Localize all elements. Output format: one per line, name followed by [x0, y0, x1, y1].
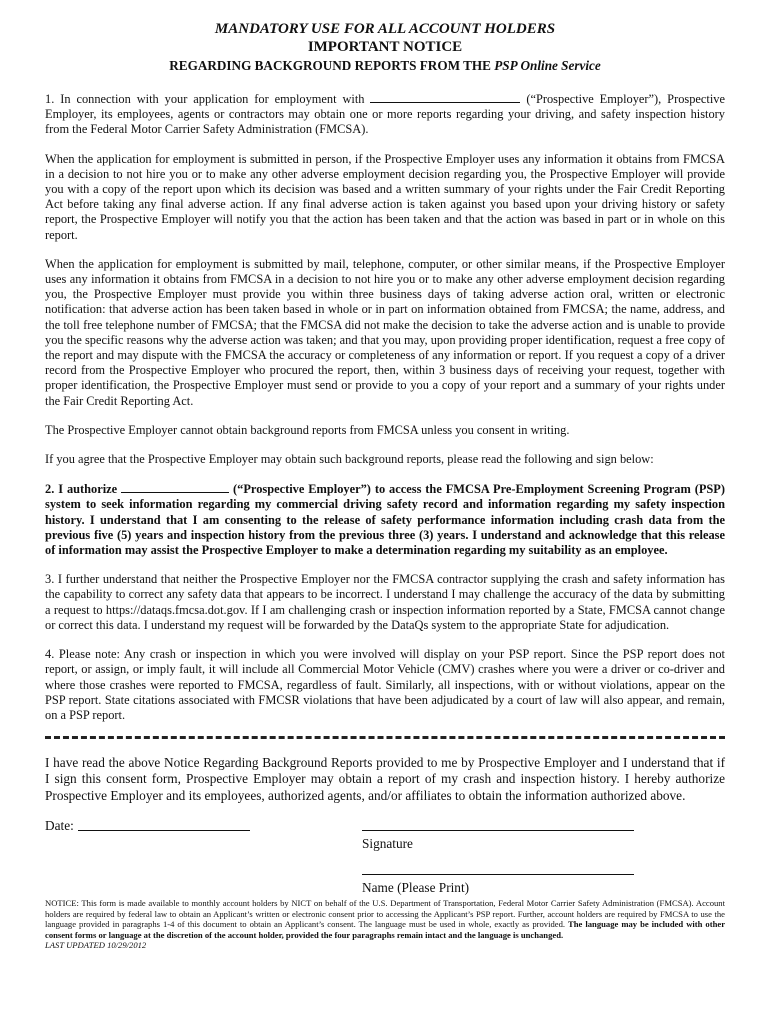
paragraph-2-start: 2. I authorize — [45, 482, 122, 497]
printed-name-field[interactable] — [362, 874, 634, 875]
paragraph-cannot-obtain: The Prospective Employer cannot obtain background reports from FMCSA unless you consent in writing. — [45, 422, 570, 437]
date-field[interactable] — [78, 830, 250, 831]
employer-name-blank[interactable] — [370, 91, 520, 103]
paragraph-1 — [45, 91, 725, 138]
paragraph-2-authorization — [45, 481, 725, 558]
footer-notice-bold: The language may be included with other consent forms or language at the discretion of the account holder, provided the four paragraphs remain intact and the language is unchanged. — [45, 919, 726, 940]
title-regarding — [45, 57, 725, 74]
signature-block — [45, 810, 725, 898]
paragraph-in-person: When the application for employment is submitted in person, if the Prospective Employer uses any information it obtains from FMCSA in a decision to not hire you or to make any other adverse employment decision regarding you, the Prospective Employer will provide you with a copy of the report upon which its decision was based and a written summary of your rights under the Fair Credit Reporting Act before taking any final adverse action. If any final adverse action is taken against you based upon your driving history or safety report, the Prospective Employer will notify you that the action has been taken and that the action was based in part or in whole on this report. — [45, 151, 725, 242]
dashed-divider — [45, 736, 725, 739]
signature-field[interactable] — [362, 830, 634, 831]
title-service-name: PSP Online Service — [494, 58, 601, 73]
footer-notice-text: NOTICE: This form is made available to monthly account holders by NICT on behalf of the U.S. Department of Transportation, Federal Motor Carrier Safety Administration (FMCSA). Account holders are required by federal law to obtain an Applicant’s written or electronic consent prior to accessing the Applicant’s PSP report. Further, account holders are required by FMCSA to use the language provided in paragraphs 1-4 of this document to obtain an Applicant’s consent. The language must be used in whole, exactly as provided. — [45, 898, 725, 930]
printed-name-label: Name (Please Print) — [362, 880, 470, 895]
paragraph-if-agree: If you agree that the Prospective Employer may obtain such background reports, please read the following and sign below: — [45, 452, 654, 467]
paragraph-4: 4. Please note: Any crash or inspection in which you were involved will display on your PSP report. Since the PSP report does not report, or assign, or imply fault, it will include all Commercial Motor Vehicle (CMV) crashes where you were a driver or co-driver and where those crashes were reported to FMCSA, regardless of fault. Similarly, all inspections, with or without violations, appear on the PSP report. State citations associated with FMCSR violations that have been adjudicated by a court of law will also appear, and remain, on a PSP report. — [45, 647, 725, 722]
paragraph-1-end: (“Prospective Employer”), Prospective Employer, its employees, agents or contractors may obtain one or more reports regarding your driving, and safety inspection history from the Federal Motor Carrier Safety Administration (FMCSA). — [45, 92, 725, 137]
paragraph-3: 3. I further understand that neither the Prospective Employer nor the FMCSA contractor supplying the crash and safety information has the capability to correct any safety data that appears to be incorrect. I understand I may challenge the accuracy of the data by submitting a request to https://dataqs.fmcsa.dot.gov. If I am challenging crash or inspection information reported by a State, FMCSA cannot change or correct this data. I understand my request will be forwarded by the DataQs system to the appropriate State for adjudication. — [45, 572, 725, 632]
consent-statement: I have read the above Notice Regarding Background Reports provided to me by Prospective Employer and I understand that if I sign this consent form, Prospective Employer may obtain a report of my crash and inspection history. I hereby authorize Prospective Employer and its employees, authorized agents, and/or affiliates to obtain the information authorized above. — [45, 755, 725, 803]
last-updated: LAST UPDATED 10/29/2012 — [45, 940, 147, 951]
date-label: Date: — [45, 818, 74, 833]
footer-notice — [45, 898, 725, 940]
paragraph-1-start: 1. In connection with your application for employment with — [45, 92, 371, 106]
signature-label: Signature — [362, 836, 413, 851]
paragraph-2-end: (“Prospective Employer”) to access the FMCSA Pre-Employment Screening Program (PSP) system to seek information regarding my commercial driving safety record and information regarding my safety inspection history. I understand that I am consenting to the release of safety performance information including crash data from the previous five (5) years and inspection history from the previous three (3) years. I understand and acknowledge that this release of information may assist the Prospective Employer to make a determination regarding my suitability as an employee. — [45, 482, 725, 558]
title-regarding-prefix: REGARDING BACKGROUND REPORTS FROM THE — [169, 58, 495, 73]
authorized-employer-blank[interactable] — [121, 481, 229, 493]
paragraph-by-mail: When the application for employment is submitted by mail, telephone, computer, or other similar means, if the Prospective Employer uses any information it obtains from FMCSA in a decision to not hire you or to make any other adverse employment decision regarding you, the Prospective Employer must provide you within three business days of taking adverse action oral, written or electronic notification: that adverse action has been taken based in whole or in part on information obtained from FMCSA; the name, address, and the toll free telephone number of FMCSA; that the FMCSA did not make the decision to take the adverse action and is unable to provide you the specific reasons why the adverse action was taken; and that you may, upon providing proper identification, request a free copy of the report and may dispute with the FMCSA the accuracy or completeness of any information or report. If you request a copy of a driver record from the Prospective Employer who procured the report, then, within 3 business days of receiving your request, together with proper identification, the Prospective Employer must send or provide to you a copy of your report and a summary of your rights under the Fair Credit Reporting Act. — [45, 256, 725, 408]
title-mandatory: MANDATORY USE FOR ALL ACCOUNT HOLDERS — [214, 21, 556, 37]
title-important-notice: IMPORTANT NOTICE — [307, 39, 463, 55]
